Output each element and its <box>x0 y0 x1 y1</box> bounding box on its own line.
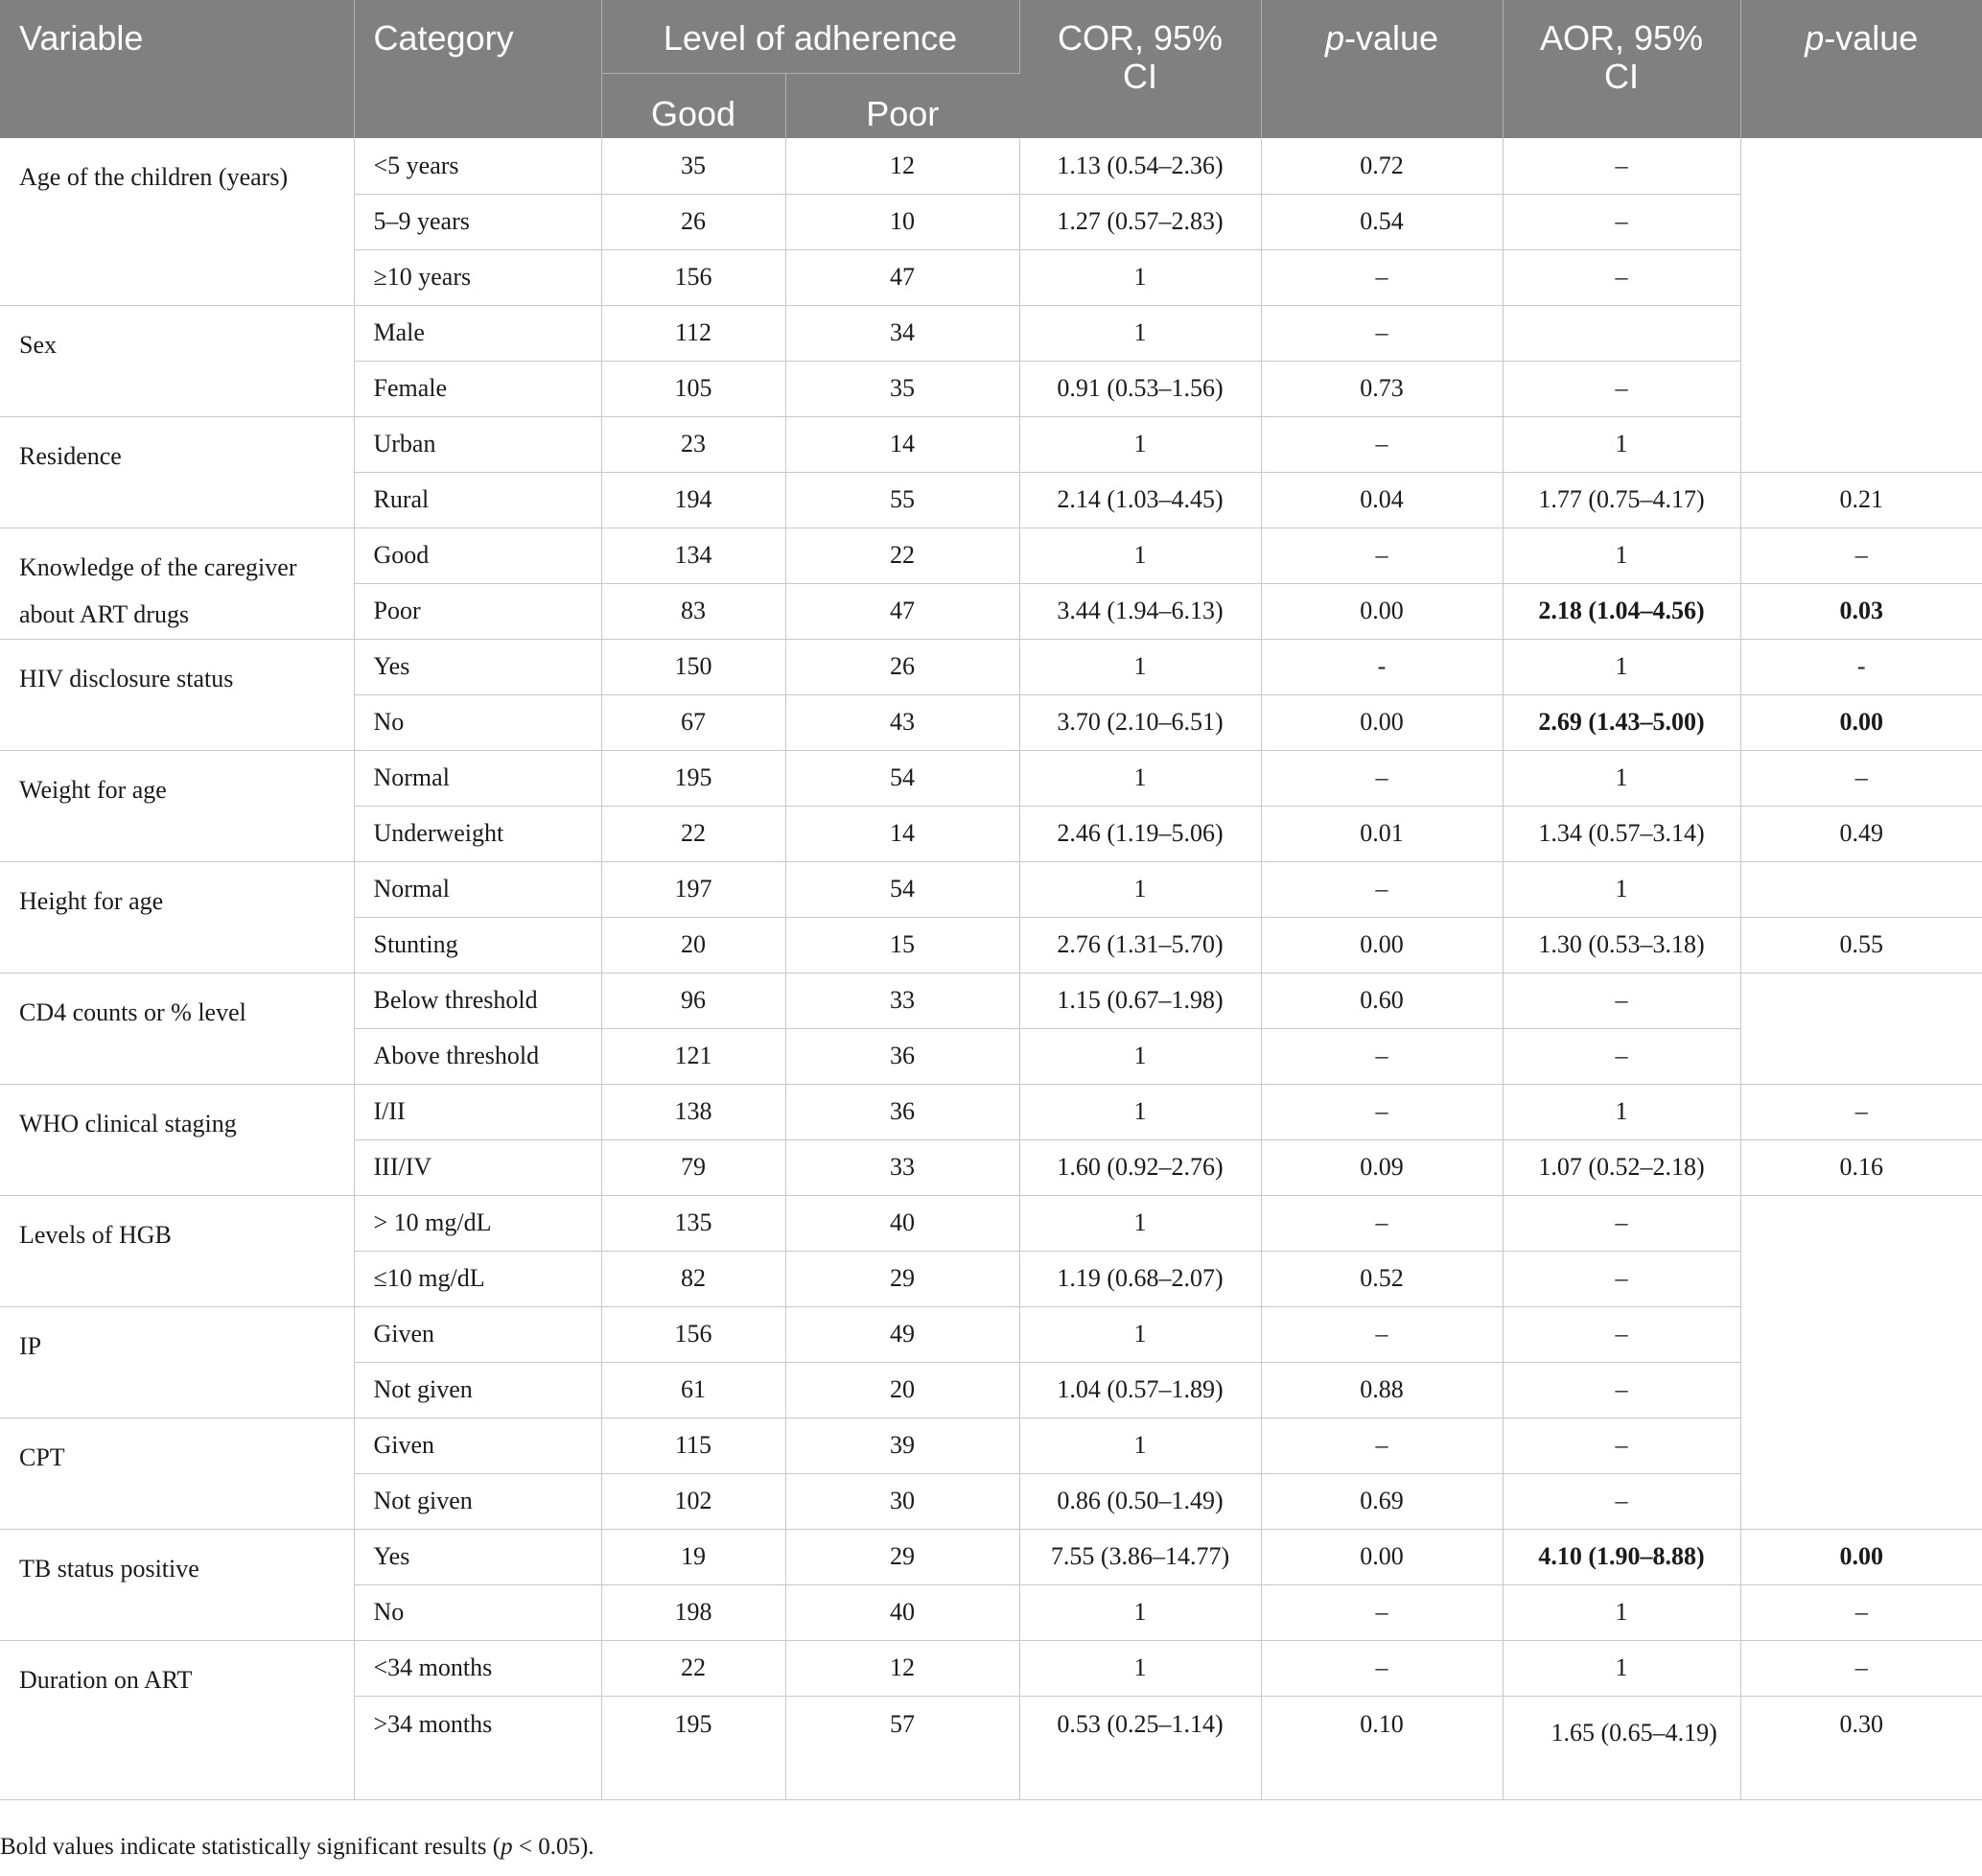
cor-cell: 1 <box>1019 639 1261 694</box>
poor-cell: 40 <box>785 1584 1019 1640</box>
category-cell: Normal <box>354 861 601 917</box>
variable-cell: Sex <box>0 305 354 416</box>
poor-cell: 40 <box>785 1195 1019 1251</box>
poor-cell: 47 <box>785 583 1019 639</box>
header-poor: Poor <box>785 73 1019 138</box>
header-aor-line1: AOR, 95% <box>1539 18 1704 58</box>
good-cell: 83 <box>601 583 785 639</box>
aor-cell: – <box>1503 1195 1740 1251</box>
header-p-italic: p <box>1324 18 1344 58</box>
cor-cell: 7.55 (3.86–14.77) <box>1019 1529 1261 1584</box>
table-header <box>0 0 1982 138</box>
aor-cell: – <box>1503 1362 1740 1418</box>
variable-cell: IP <box>0 1306 354 1418</box>
aor-cell: – <box>1503 1418 1740 1473</box>
p-cell: 0.00 <box>1261 694 1503 750</box>
p-cell: – <box>1261 1418 1503 1473</box>
p2-cell-significant: 0.00 <box>1740 694 1982 750</box>
poor-cell: 15 <box>785 917 1019 973</box>
aor-cell-significant: 4.10 (1.90–8.88) <box>1503 1529 1740 1584</box>
category-cell: I/II <box>354 1084 601 1139</box>
table-body <box>0 138 1982 1799</box>
good-cell: 19 <box>601 1529 785 1584</box>
category-cell: Female <box>354 361 601 416</box>
category-cell: Male <box>354 305 601 361</box>
variable-cell: Knowledge of the caregiver about ART drugs <box>0 528 354 639</box>
poor-cell: 49 <box>785 1306 1019 1362</box>
cor-cell: 1.19 (0.68–2.07) <box>1019 1251 1261 1306</box>
cor-cell: 2.14 (1.03–4.45) <box>1019 472 1261 528</box>
cor-cell: 2.46 (1.19–5.06) <box>1019 806 1261 861</box>
good-cell: 150 <box>601 639 785 694</box>
header-p-value-2 <box>1740 0 1982 138</box>
category-cell: Poor <box>354 583 601 639</box>
poor-cell: 29 <box>785 1529 1019 1584</box>
p-cell: 0.04 <box>1261 472 1503 528</box>
poor-cell: 57 <box>785 1696 1019 1799</box>
p2-cell: - <box>1740 639 1982 694</box>
good-cell: 26 <box>601 194 785 249</box>
poor-cell: 55 <box>785 472 1019 528</box>
poor-cell: 30 <box>785 1473 1019 1529</box>
header-cor-line1: COR, 95% <box>1057 18 1224 58</box>
p2-cell: – <box>1740 1084 1982 1139</box>
poor-cell: 34 <box>785 305 1019 361</box>
good-cell: 138 <box>601 1084 785 1139</box>
aor-cell: – <box>1503 1251 1740 1306</box>
p-cell: 0.01 <box>1261 806 1503 861</box>
cor-cell: 1.27 (0.57–2.83) <box>1019 194 1261 249</box>
p-cell: – <box>1261 861 1503 917</box>
table-row <box>0 1529 1982 1584</box>
p2-cell: – <box>1740 1584 1982 1640</box>
footnote-p-italic: p <box>501 1834 513 1860</box>
good-cell: 20 <box>601 917 785 973</box>
p2-cell <box>1740 973 1982 1084</box>
variable-cell: Weight for age <box>0 750 354 861</box>
good-cell: 156 <box>601 249 785 305</box>
aor-cell: 1.30 (0.53–3.18) <box>1503 917 1740 973</box>
category-cell: Above threshold <box>354 1028 601 1084</box>
aor-cell-significant: 2.69 (1.43–5.00) <box>1503 694 1740 750</box>
table-row <box>0 416 1982 472</box>
header-variable: Variable <box>0 0 354 138</box>
poor-cell: 12 <box>785 1640 1019 1696</box>
p2-cell <box>1740 861 1982 917</box>
category-cell: <5 years <box>354 138 601 194</box>
p2-cell-significant: 0.00 <box>1740 1529 1982 1584</box>
poor-cell: 35 <box>785 361 1019 416</box>
p-cell: – <box>1261 416 1503 472</box>
cor-cell: 2.76 (1.31–5.70) <box>1019 917 1261 973</box>
p2-cell: 0.16 <box>1740 1139 1982 1195</box>
cor-cell: 1 <box>1019 249 1261 305</box>
aor-cell: – <box>1503 973 1740 1028</box>
category-cell: ≥10 years <box>354 249 601 305</box>
p-cell: 0.00 <box>1261 583 1503 639</box>
aor-cell: – <box>1503 194 1740 249</box>
header-level-of-adherence: Level of adherence <box>601 0 1019 73</box>
poor-cell: 22 <box>785 528 1019 583</box>
category-cell: III/IV <box>354 1139 601 1195</box>
category-cell: Not given <box>354 1473 601 1529</box>
p-cell: 0.73 <box>1261 361 1503 416</box>
cor-cell: 3.44 (1.94–6.13) <box>1019 583 1261 639</box>
good-cell: 112 <box>601 305 785 361</box>
good-cell: 135 <box>601 1195 785 1251</box>
header-aor <box>1503 0 1740 138</box>
good-cell: 79 <box>601 1139 785 1195</box>
variable-cell: Residence <box>0 416 354 528</box>
good-cell: 198 <box>601 1584 785 1640</box>
poor-cell: 33 <box>785 973 1019 1028</box>
good-cell: 82 <box>601 1251 785 1306</box>
table-row <box>0 861 1982 917</box>
good-cell: 197 <box>601 861 785 917</box>
good-cell: 96 <box>601 973 785 1028</box>
aor-cell: 1 <box>1503 639 1740 694</box>
p-cell: – <box>1261 1195 1503 1251</box>
aor-cell: 1 <box>1503 528 1740 583</box>
cor-cell: 1 <box>1019 1418 1261 1473</box>
poor-cell: 33 <box>785 1139 1019 1195</box>
good-cell: 67 <box>601 694 785 750</box>
category-cell: No <box>354 1584 601 1640</box>
table-row <box>0 305 1982 361</box>
cor-cell: 1 <box>1019 528 1261 583</box>
p-cell: - <box>1261 639 1503 694</box>
table-row <box>0 973 1982 1028</box>
cor-cell: 0.53 (0.25–1.14) <box>1019 1696 1261 1799</box>
cor-cell: 1 <box>1019 1584 1261 1640</box>
table-footnote <box>0 1834 595 1861</box>
good-cell: 121 <box>601 1028 785 1084</box>
variable-cell: TB status positive <box>0 1529 354 1640</box>
aor-cell: 1 <box>1503 1084 1740 1139</box>
p-cell: 0.52 <box>1261 1251 1503 1306</box>
aor-cell: – <box>1503 1028 1740 1084</box>
p-cell: – <box>1261 1306 1503 1362</box>
p2-cell: – <box>1740 750 1982 806</box>
header-p2-suffix: -value <box>1824 18 1919 58</box>
category-cell: 5–9 years <box>354 194 601 249</box>
poor-cell: 36 <box>785 1028 1019 1084</box>
table-row <box>0 1640 1982 1696</box>
category-cell: Not given <box>354 1362 601 1418</box>
p2-cell: 0.49 <box>1740 806 1982 861</box>
aor-cell: – <box>1503 361 1740 416</box>
cor-cell: 1 <box>1019 416 1261 472</box>
category-cell: > 10 mg/dL <box>354 1195 601 1251</box>
good-cell: 105 <box>601 361 785 416</box>
table-row <box>0 528 1982 583</box>
header-p-suffix: -value <box>1344 18 1439 58</box>
aor-cell <box>1503 305 1740 361</box>
cor-cell: 1 <box>1019 861 1261 917</box>
header-good: Good <box>601 73 785 138</box>
header-p-value <box>1261 0 1503 138</box>
good-cell: 194 <box>601 472 785 528</box>
aor-cell: 1 <box>1503 750 1740 806</box>
aor-cell: 1.77 (0.75–4.17) <box>1503 472 1740 528</box>
category-cell: Yes <box>354 1529 601 1584</box>
p-cell: 0.00 <box>1261 1529 1503 1584</box>
category-cell: Good <box>354 528 601 583</box>
poor-cell: 14 <box>785 806 1019 861</box>
category-cell: Underweight <box>354 806 601 861</box>
category-cell: Stunting <box>354 917 601 973</box>
aor-cell: 1 <box>1503 861 1740 917</box>
category-cell: Urban <box>354 416 601 472</box>
header-p2-italic: p <box>1805 18 1825 58</box>
category-cell: <34 months <box>354 1640 601 1696</box>
p-cell: 0.69 <box>1261 1473 1503 1529</box>
aor-cell: – <box>1503 1473 1740 1529</box>
p2-cell-significant: 0.03 <box>1740 583 1982 639</box>
poor-cell: 39 <box>785 1418 1019 1473</box>
cor-cell: 0.91 (0.53–1.56) <box>1019 361 1261 416</box>
p2-cell: 0.30 <box>1740 1696 1982 1799</box>
variable-cell: Levels of HGB <box>0 1195 354 1306</box>
category-cell: Given <box>354 1306 601 1362</box>
header-aor-line2: CI <box>1604 57 1640 96</box>
variable-cell: CD4 counts or % level <box>0 973 354 1084</box>
p-cell: – <box>1261 305 1503 361</box>
poor-cell: 36 <box>785 1084 1019 1139</box>
cor-cell: 1 <box>1019 1640 1261 1696</box>
p-cell: – <box>1261 1084 1503 1139</box>
good-cell: 22 <box>601 806 785 861</box>
cor-cell: 0.86 (0.50–1.49) <box>1019 1473 1261 1529</box>
table-row <box>0 750 1982 806</box>
good-cell: 61 <box>601 1362 785 1418</box>
good-cell: 35 <box>601 138 785 194</box>
header-category: Category <box>354 0 601 138</box>
poor-cell: 54 <box>785 750 1019 806</box>
cor-cell: 1.15 (0.67–1.98) <box>1019 973 1261 1028</box>
p-cell: – <box>1261 528 1503 583</box>
p-cell: 0.10 <box>1261 1696 1503 1799</box>
cor-cell: 1 <box>1019 1028 1261 1084</box>
cor-cell: 1.13 (0.54–2.36) <box>1019 138 1261 194</box>
p2-cell <box>1740 1195 1982 1529</box>
footnote-suffix: < 0.05). <box>512 1834 595 1860</box>
footnote-prefix: Bold values indicate statistically significant results ( <box>0 1834 501 1860</box>
cor-cell: 1 <box>1019 1084 1261 1139</box>
table-row <box>0 1084 1982 1139</box>
variable-cell: Duration on ART <box>0 1640 354 1799</box>
aor-cell: – <box>1503 138 1740 194</box>
cor-cell: 1.60 (0.92–2.76) <box>1019 1139 1261 1195</box>
aor-cell: 1.34 (0.57–3.14) <box>1503 806 1740 861</box>
poor-cell: 29 <box>785 1251 1019 1306</box>
table-row <box>0 1195 1982 1251</box>
category-cell: Given <box>354 1418 601 1473</box>
cor-cell: 1 <box>1019 1306 1261 1362</box>
p2-cell: 0.21 <box>1740 472 1982 528</box>
p-cell: – <box>1261 1028 1503 1084</box>
p-cell: 0.09 <box>1261 1139 1503 1195</box>
aor-cell: 1.65 (0.65–4.19) <box>1503 1696 1740 1799</box>
good-cell: 102 <box>601 1473 785 1529</box>
p2-cell: – <box>1740 1640 1982 1696</box>
aor-cell-significant: 2.18 (1.04–4.56) <box>1503 583 1740 639</box>
aor-cell: – <box>1503 1306 1740 1362</box>
good-cell: 23 <box>601 416 785 472</box>
poor-cell: 54 <box>785 861 1019 917</box>
aor-cell: – <box>1503 249 1740 305</box>
category-cell: ≤10 mg/dL <box>354 1251 601 1306</box>
aor-cell: 1 <box>1503 416 1740 472</box>
category-cell: Yes <box>354 639 601 694</box>
good-cell: 195 <box>601 750 785 806</box>
category-cell: Rural <box>354 472 601 528</box>
header-cor-line2: CI <box>1123 57 1158 96</box>
cor-cell: 1 <box>1019 1195 1261 1251</box>
category-cell: >34 months <box>354 1696 601 1799</box>
variable-cell: CPT <box>0 1418 354 1529</box>
cor-cell: 3.70 (2.10–6.51) <box>1019 694 1261 750</box>
table-row <box>0 639 1982 694</box>
category-cell: Below threshold <box>354 973 601 1028</box>
table-row <box>0 1306 1982 1362</box>
cor-cell: 1 <box>1019 750 1261 806</box>
poor-cell: 26 <box>785 639 1019 694</box>
good-cell: 115 <box>601 1418 785 1473</box>
p-cell: 0.60 <box>1261 973 1503 1028</box>
table-row <box>0 1418 1982 1473</box>
aor-cell: 1 <box>1503 1640 1740 1696</box>
p2-cell <box>1740 138 1982 472</box>
p-cell: – <box>1261 249 1503 305</box>
variable-cell: HIV disclosure status <box>0 639 354 750</box>
p-cell: 0.72 <box>1261 138 1503 194</box>
poor-cell: 12 <box>785 138 1019 194</box>
table-row <box>0 138 1982 194</box>
cor-cell: 1.04 (0.57–1.89) <box>1019 1362 1261 1418</box>
p-cell: 0.00 <box>1261 917 1503 973</box>
header-cor <box>1019 0 1261 138</box>
poor-cell: 10 <box>785 194 1019 249</box>
good-cell: 156 <box>601 1306 785 1362</box>
cor-cell: 1 <box>1019 305 1261 361</box>
p2-cell: 0.55 <box>1740 917 1982 973</box>
p-cell: – <box>1261 1584 1503 1640</box>
category-cell: No <box>354 694 601 750</box>
p-cell: – <box>1261 750 1503 806</box>
good-cell: 22 <box>601 1640 785 1696</box>
poor-cell: 43 <box>785 694 1019 750</box>
p-cell: – <box>1261 1640 1503 1696</box>
poor-cell: 47 <box>785 249 1019 305</box>
variable-cell: WHO clinical staging <box>0 1084 354 1195</box>
good-cell: 134 <box>601 528 785 583</box>
p2-cell: – <box>1740 528 1982 583</box>
poor-cell: 14 <box>785 416 1019 472</box>
aor-cell: 1 <box>1503 1584 1740 1640</box>
variable-cell: Height for age <box>0 861 354 973</box>
aor-cell: 1.07 (0.52–2.18) <box>1503 1139 1740 1195</box>
p-cell: 0.88 <box>1261 1362 1503 1418</box>
good-cell: 195 <box>601 1696 785 1799</box>
poor-cell: 20 <box>785 1362 1019 1418</box>
variable-cell: Age of the children (years) <box>0 138 354 305</box>
p-cell: 0.54 <box>1261 194 1503 249</box>
category-cell: Normal <box>354 750 601 806</box>
